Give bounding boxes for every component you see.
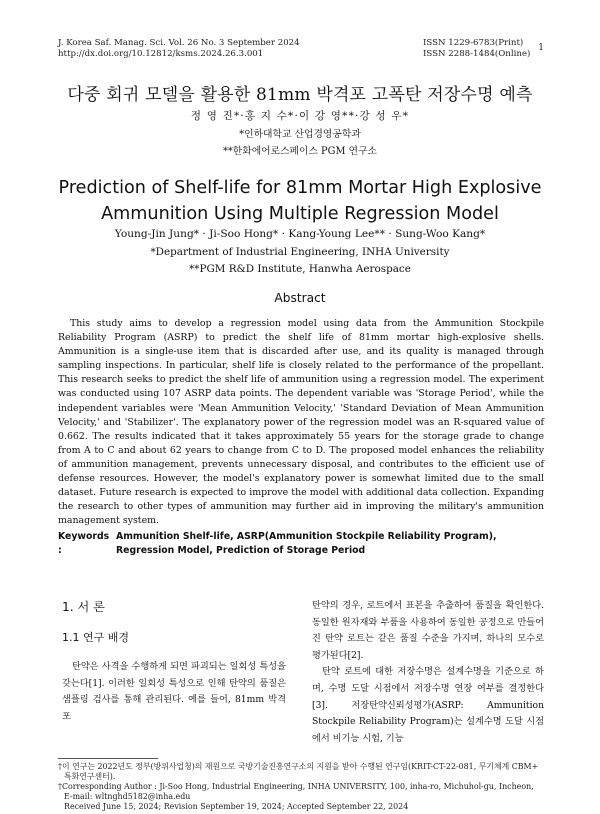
- footnotes: [58, 762, 544, 812]
- doi-link[interactable]: http://dx.doi.org/10.12812/ksms.2024.26.3.001: [58, 48, 264, 59]
- body-right-paragraph-1: 탄약의 경우, 로트에서 표본을 추출하여 품질을 확인한다. 동일한 원자재와 부품을 사용하여 동일한 공정으로 만들어진 탄약 로트는 같은 품질 수준을 가지며, 하나의 모수로 평가된다[2].: [312, 600, 544, 661]
- english-authors: Young-Jin Jung* · Ji-Soo Hong* · Kang-Young Lee** · Sung-Woo Kang*: [114, 228, 486, 240]
- journal-citation: J. Korea Saf. Manag. Sci. Vol. 26 No. 3 September 2024: [58, 38, 300, 48]
- keywords-value: Ammunition Shelf-life, ASRP(Ammunition Stockpile Reliability Program), Regression Model, Prediction of Storage Period: [116, 531, 497, 556]
- body-left-paragraph: 탄약은 사격을 수행하게 되면 파괴되는 일회성 특성을 갖는다[1]. 이러한 일회성 특성으로 인해 탄약의 품질은 샘플링 검사를 통해 관리된다. 예를 들어, 81mm 박격포: [62, 661, 286, 722]
- english-title: [0, 175, 600, 227]
- issn-print: ISSN 1229-6783(Print): [423, 38, 524, 48]
- footnote-divider: [58, 758, 158, 759]
- english-title-line-1: Prediction of Shelf-life for 81mm Mortar High Explosive: [58, 178, 542, 198]
- section-title: 1. 서 론: [62, 600, 105, 614]
- english-affiliation-1: *Department of Industrial Engineering, INHA University: [150, 246, 450, 258]
- keywords-label: Keywords :: [58, 531, 110, 556]
- english-affiliation-2: **PGM R&D Institute, Hanwha Aerospace: [189, 263, 411, 275]
- abstract-text: This study aims to develop a regression model using data from the Ammunition Stockpile Reliability Program (ASRP) to predict the shelf life of 81mm mortar high-explosive shells. Ammunition is a single-use item that is discarded after use, and its quality is managed through sampling inspections. In particular, shelf life is closely related to the performance of the propellant. This research seeks to predict the shelf life of ammunition using a regression model. The experiment was conducted using 107 ASRP data points. The dependent variable was 'Storage Period', while the independent variables were 'Mean Ammunition Velocity,' 'Standard Deviation of Mean Ammunition Velocity,' and 'Stabilizer'. The explanatory power of the regression model was an R-squared value of 0.662. The results indicated that it takes approximately 55 years for the storage grade to change from A to C and about 62 years to change from C to D. The proposed model enhances the reliability of ammunition management, prevents unnecessary disposal, and contributes to the efficient use of defense resources. However, the model's explanatory power is somewhat limited due to the small dataset. Future research is expected to improve the model with additional data collection. Expanding the research to other types of ammunition may further aid in improving the military's ammunition management system.: [58, 318, 544, 527]
- body-right-paragraph-2: 탄약 로트에 대한 저장수명은 설계수명을 기준으로 하며, 수명 도달 시점에서 저장수명 연장 여부를 결정한다[3]. 저장탄약신뢰성평가(ASRP: Ammunition Stockpile Reliability Program)는 설계수명 도달 시점에서 비기능 시험, 기능: [312, 666, 544, 744]
- subsection-title: 1.1 연구 배경: [62, 631, 129, 644]
- english-title-line-2: Ammunition Using Multiple Regression Model: [101, 204, 499, 224]
- korean-affiliation-2: **한화에어로스페이스 PGM 연구소: [222, 146, 378, 157]
- korean-title: 다중 회귀 모델을 활용한 81mm 박격포 고폭탄 저장수명 예측: [67, 85, 533, 105]
- footnote-received-dates: Received June 15, 2024; Revision September 19, 2024; Accepted September 22, 2024: [64, 802, 409, 811]
- footnote-funding: †이 연구는 2022년도 정부(방위사업청)의 재원으로 국방기술진흥연구소의 지원을 받아 수행된 연구임(KRIT-CT-22-081, 무기체계 CBM+ 특화연구센터).: [58, 762, 539, 781]
- footnote-corresponding-author: †Corresponding Author : Ji-Soo Hong, Industrial Engineering, INHA UNIVERSITY, 100, inha-ro, Michuhol-gu, Incheon, E-mail: wltnghd5182@inha.edu: [58, 782, 534, 801]
- issn-online: ISSN 2288-1484(Online): [423, 48, 531, 59]
- body-right-column: [312, 598, 544, 747]
- page-number: 1: [538, 43, 544, 53]
- korean-affiliation-1: *인하대학교 산업경영공학과: [239, 129, 361, 140]
- abstract-heading: Abstract: [274, 291, 326, 305]
- korean-authors: 정 영 진*·홍 지 수*·이 강 영**·강 성 우*: [190, 110, 410, 122]
